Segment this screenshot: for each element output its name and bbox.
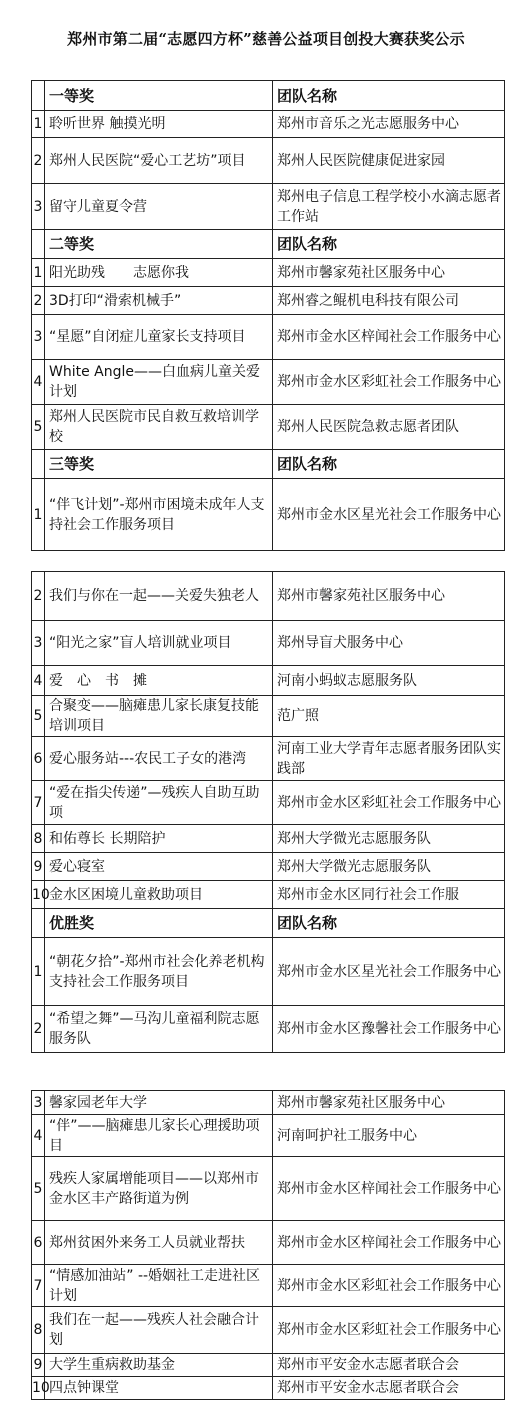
project-name: 残疾人家属增能项目——以郑州市金水区丰产路街道为例 [45, 1157, 273, 1221]
team-name: 郑州市金水区梓闻社会工作服务中心 [273, 315, 505, 360]
row-number: 1 [32, 259, 45, 287]
team-name: 郑州市金水区彩虹社会工作服务中心 [273, 1307, 505, 1354]
team-name: 郑州市金水区同行社会工作服 [273, 881, 505, 909]
table-row [32, 696, 505, 737]
table-row [32, 138, 505, 184]
team-name: 郑州市平安金水志愿者联合会 [273, 1377, 505, 1400]
table-row [32, 315, 505, 360]
team-name: 郑州市金水区豫馨社会工作服务中心 [273, 1006, 505, 1053]
project-name: 我们在一起——残疾人社会融合计划 [45, 1307, 273, 1354]
row-number [32, 230, 45, 259]
row-number [32, 81, 45, 111]
row-number: 5 [32, 405, 45, 450]
award-header-row [32, 230, 505, 259]
table-row [32, 1307, 505, 1354]
project-name: 阳光助残 志愿你我 [45, 259, 273, 287]
row-number: 10 [32, 1377, 45, 1400]
row-number: 3 [32, 621, 45, 666]
team-header: 团队名称 [273, 450, 505, 479]
team-name: 郑州电子信息工程学校小水滴志愿者工作站 [273, 184, 505, 230]
project-name: “朝花夕拾”-郑州市社会化养老机构支持社会工作服务项目 [45, 938, 273, 1006]
team-header: 团队名称 [273, 909, 505, 938]
table-row [32, 287, 505, 315]
team-name: 河南小蚂蚁志愿服务队 [273, 666, 505, 696]
project-name: “情感加油站” --婚姻社工走进社区计划 [45, 1265, 273, 1307]
table-row [32, 1377, 505, 1400]
project-name: “伴飞计划”-郑州市困境未成年人支持社会工作服务项目 [45, 479, 273, 551]
table-row [32, 666, 505, 696]
row-number: 5 [32, 1157, 45, 1221]
team-name: 郑州大学微光志愿服务队 [273, 853, 505, 881]
project-name: White Angle——白血病儿童关爱计划 [45, 360, 273, 405]
award-level: 二等奖 [45, 230, 273, 259]
team-name: 河南工业大学青年志愿者服务团队实践部 [273, 737, 505, 781]
table-row [32, 938, 505, 1006]
project-name: 郑州贫困外来务工人员就业帮扶 [45, 1221, 273, 1265]
team-name: 郑州市馨家苑社区服务中心 [273, 259, 505, 287]
row-number: 8 [32, 1307, 45, 1354]
row-number: 6 [32, 1221, 45, 1265]
team-name: 郑州市金水区梓闻社会工作服务中心 [273, 1221, 505, 1265]
team-name: 郑州睿之鲲机电科技有限公司 [273, 287, 505, 315]
table-row [32, 259, 505, 287]
team-name: 郑州市金水区彩虹社会工作服务中心 [273, 781, 505, 825]
row-number: 9 [32, 1354, 45, 1377]
row-number: 7 [32, 781, 45, 825]
project-name: 和佑尊长 长期陪护 [45, 825, 273, 853]
award-header-row [32, 450, 505, 479]
row-number: 3 [32, 315, 45, 360]
table-row [32, 1091, 505, 1115]
team-header: 团队名称 [273, 81, 505, 111]
team-name: 河南呵护社工服务中心 [273, 1115, 505, 1157]
award-level: 三等奖 [45, 450, 273, 479]
team-name: 郑州市金水区星光社会工作服务中心 [273, 479, 505, 551]
team-name: 郑州市金水区梓闻社会工作服务中心 [273, 1157, 505, 1221]
award-header-row [32, 81, 505, 111]
row-number: 2 [32, 1006, 45, 1053]
project-name: 爱心寝室 [45, 853, 273, 881]
table-row [32, 621, 505, 666]
table-row [32, 1221, 505, 1265]
team-name: 郑州人民医院健康促进家园 [273, 138, 505, 184]
team-name: 郑州市金水区星光社会工作服务中心 [273, 938, 505, 1006]
project-name: 郑州人民医院市民自救互救培训学校 [45, 405, 273, 450]
project-name: “伴”——脑瘫患儿家长心理援助项目 [45, 1115, 273, 1157]
table-row [32, 184, 505, 230]
project-name: 四点钟课堂 [45, 1377, 273, 1400]
row-number: 4 [32, 360, 45, 405]
project-name: 馨家园老年大学 [45, 1091, 273, 1115]
award-table [31, 80, 505, 551]
row-number: 2 [32, 572, 45, 621]
project-name: 我们与你在一起——关爱失独老人 [45, 572, 273, 621]
team-header: 团队名称 [273, 230, 505, 259]
project-name: 爱 心 书 摊 [45, 666, 273, 696]
project-name: 大学生重病救助基金 [45, 1354, 273, 1377]
award-table [31, 571, 505, 1053]
project-name: “阳光之家”盲人培训就业项目 [45, 621, 273, 666]
award-header-row [32, 909, 505, 938]
table-row [32, 572, 505, 621]
award-level: 一等奖 [45, 81, 273, 111]
team-name: 郑州导盲犬服务中心 [273, 621, 505, 666]
row-number: 4 [32, 1115, 45, 1157]
project-name: 3D打印“滑索机械手” [45, 287, 273, 315]
project-name: “希望之舞”—马沟儿童福利院志愿服务队 [45, 1006, 273, 1053]
team-name: 郑州人民医院急救志愿者团队 [273, 405, 505, 450]
team-name: 范广照 [273, 696, 505, 737]
row-number: 9 [32, 853, 45, 881]
row-number: 1 [32, 111, 45, 138]
award-level: 优胜奖 [45, 909, 273, 938]
row-number: 3 [32, 1091, 45, 1115]
project-name: 留守儿童夏令营 [45, 184, 273, 230]
table-row [32, 1265, 505, 1307]
row-number: 10 [32, 881, 45, 909]
row-number: 3 [32, 184, 45, 230]
team-name: 郑州市馨家苑社区服务中心 [273, 572, 505, 621]
team-name: 郑州市馨家苑社区服务中心 [273, 1091, 505, 1115]
table-row [32, 881, 505, 909]
project-name: “爱在指尖传递”—残疾人自助互助项 [45, 781, 273, 825]
table-row [32, 1006, 505, 1053]
table-row [32, 360, 505, 405]
row-number [32, 450, 45, 479]
row-number: 8 [32, 825, 45, 853]
table-row [32, 479, 505, 551]
row-number [32, 909, 45, 938]
table-row [32, 737, 505, 781]
project-name: “星愿”自闭症儿童家长支持项目 [45, 315, 273, 360]
team-name: 郑州市音乐之光志愿服务中心 [273, 111, 505, 138]
table-row [32, 1115, 505, 1157]
award-table [31, 1090, 505, 1400]
team-name: 郑州大学微光志愿服务队 [273, 825, 505, 853]
row-number: 1 [32, 479, 45, 551]
project-name: 爱心服务站---农民工子女的港湾 [45, 737, 273, 781]
table-row [32, 853, 505, 881]
team-name: 郑州市金水区彩虹社会工作服务中心 [273, 360, 505, 405]
table-row [32, 1354, 505, 1377]
table-row [32, 825, 505, 853]
project-name: 金水区困境儿童救助项目 [45, 881, 273, 909]
row-number: 6 [32, 737, 45, 781]
project-name: 合聚变——脑瘫患儿家长康复技能培训项目 [45, 696, 273, 737]
row-number: 7 [32, 1265, 45, 1307]
table-row [32, 781, 505, 825]
page-title: 郑州市第二届“志愿四方杯”慈善公益项目创投大赛获奖公示 [67, 30, 465, 48]
team-name: 郑州市金水区彩虹社会工作服务中心 [273, 1265, 505, 1307]
row-number: 2 [32, 287, 45, 315]
team-name: 郑州市平安金水志愿者联合会 [273, 1354, 505, 1377]
table-row [32, 1157, 505, 1221]
project-name: 郑州人民医院“爱心工艺坊”项目 [45, 138, 273, 184]
row-number: 4 [32, 666, 45, 696]
row-number: 5 [32, 696, 45, 737]
table-row [32, 111, 505, 138]
project-name: 聆听世界 触摸光明 [45, 111, 273, 138]
row-number: 2 [32, 138, 45, 184]
table-row [32, 405, 505, 450]
row-number: 1 [32, 938, 45, 1006]
